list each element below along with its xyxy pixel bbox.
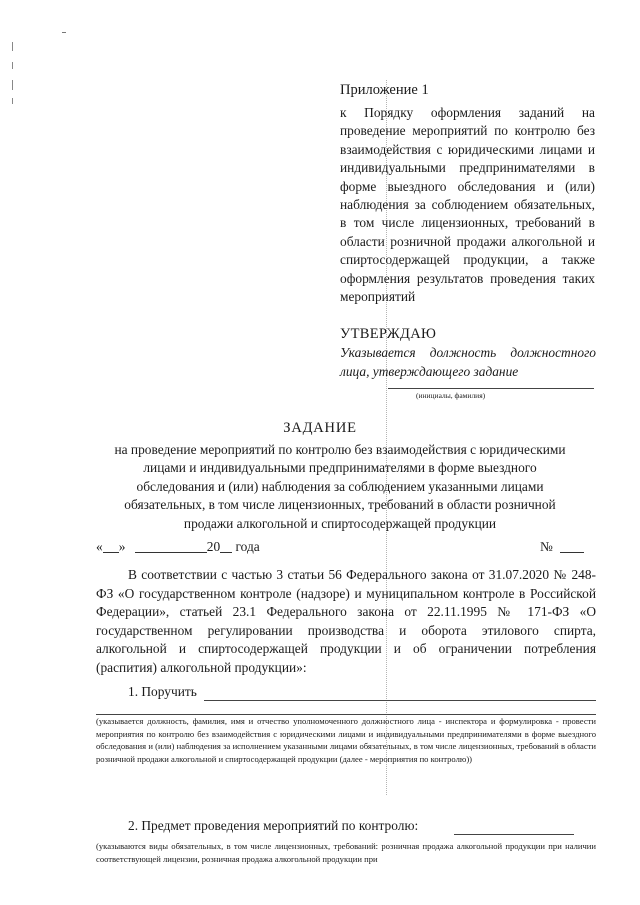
month-blank: [135, 538, 207, 553]
scan-artifact: [12, 42, 13, 51]
item1-fill-line: [204, 700, 596, 701]
scan-artifact: [12, 62, 13, 69]
item1-label: 1. Поручить: [128, 684, 197, 699]
date-row: [96, 538, 260, 555]
year-suffix: года: [235, 539, 260, 554]
item2-note: (указываются виды обязательных, в том числе лицензионных, требований: розничная продажа алкогольной продукции при наличии соответствующей лицензии, розничная продажа алкогольной продукции при: [96, 841, 596, 864]
item1-note: (указывается должность, фамилия, имя и отчество уполномоченного должностного лица - инспектора и формулировка - провести мероприятия по контролю без взаимодействия с юридическими лицами и индивидуальными предпринимателями в форме выездного обследования и (или) наблюдения за исполнением указанными лицами обязательных, в том числе лицензионных, требований в области розничной продажи алкогольной и спиртосодержащей продукции (далее - мероприятия по контролю)): [96, 716, 596, 765]
approval-heading: УТВЕРЖДАЮ: [340, 326, 437, 342]
scan-artifact: [12, 80, 13, 90]
scan-artifact: [12, 98, 13, 104]
date-close-quote: »: [118, 539, 126, 554]
appendix-description: к Порядку оформления заданий на проведение мероприятий по контролю без взаимодействия с юридическими лицами и индивидуальными предпринимателями в форме выездного обследования и (или) наблюдения за соблюдением обязательных, в том числе лицензионных, требований в области розничной продажи алкогольной и спиртосодержащей продукции, а также оформления результатов проведения таких мероприятий: [340, 105, 595, 305]
signature-caption: (инициалы, фамилия): [416, 391, 486, 400]
item2-label: 2. Предмет проведения мероприятий по контролю:: [128, 818, 419, 833]
number-sign: №: [540, 539, 553, 554]
number-blank: [560, 538, 584, 553]
legal-basis-paragraph: [96, 566, 596, 678]
day-blank: [103, 538, 119, 553]
item2-fill-line: [454, 834, 574, 835]
task-subtitle: на проведение мероприятий по контролю без взаимодействия с юридическими лицами и индивидуальными предпринимателями в форме выездного обследования и (или) наблюдения за соблюдением указанными лицами обязательных, в том числе лицензионных, требований в области розничной продажи алкогольной и спиртосодержащей продукции: [114, 442, 566, 531]
task-number: [540, 538, 584, 555]
scan-artifact: [62, 32, 66, 33]
year-prefix: 20: [206, 539, 221, 554]
date-open-quote: «: [96, 539, 103, 554]
approval-note: Указывается должность должностного лица, утверждающего задание: [340, 345, 596, 379]
legal-basis-text: В соответствии с частью 3 статьи 56 Федерального закона от 31.07.2020 № 248-ФЗ «О государственном контроле (надзоре) и муниципальном контроле в Российской Федерации», статьей 23.1 Федерального закона от 22.11.1995 № 171-ФЗ «О государственном регулировании производства и оборота этилового спирта, алкогольной и спиртосодержащей продукции и об ограничении потребления (распития) алкогольной продукции»:: [96, 567, 596, 675]
year-blank: [220, 538, 232, 553]
appendix-title: Приложение 1: [340, 82, 429, 98]
signature-line: [388, 388, 594, 389]
task-title: ЗАДАНИЕ: [283, 420, 357, 436]
